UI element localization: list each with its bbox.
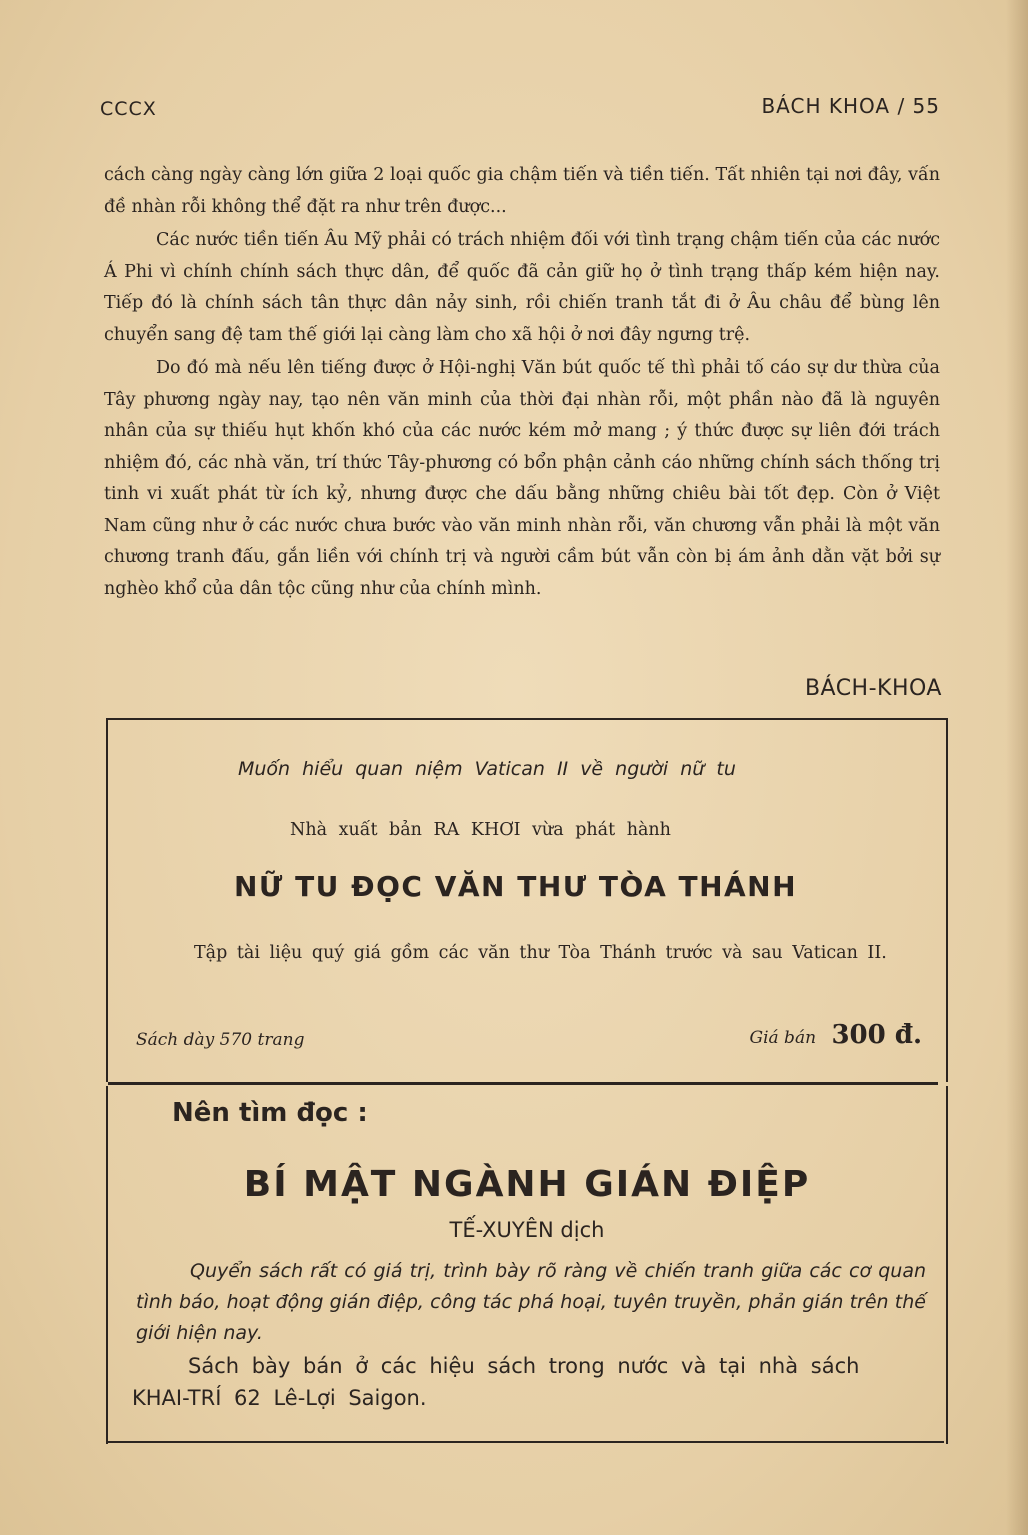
ad2-availability: Sách bày bán ở các hiệu sách trong nước và tại nhà sách KHAI-TRÍ 62 Lê-Lợi Saigon. (132, 1354, 860, 1410)
paragraph-1: cách càng ngày càng lớn giữa 2 loại quốc gia chậm tiến và tiền tiến. Tất nhiên tại nơi đây, vấn đề nhàn rỗi không thể đặt ra như trên được... (104, 165, 940, 217)
ad2-translator: TẾ-XUYÊN dịch (449, 1218, 605, 1242)
bottom-rule (108, 1441, 944, 1443)
advertisement-box-2 (106, 1086, 948, 1444)
ad1-price-label: Giá bán (749, 1028, 817, 1048)
ad1-tagline: Muốn hiểu quan niệm Vatican II về người nữ tu (238, 758, 736, 780)
advertisement-box-1 (106, 718, 948, 1082)
article-body (104, 160, 940, 605)
ad2-description: Quyển sách rất có giá trị, trình bày rõ ràng về chiến tranh giữa các cơ quan tình báo, hoạt động gián điệp, công tác phá hoại, tuyên truyền, phản gián trên thế giới hiện nay. (136, 1260, 926, 1344)
ad1-price (750, 1020, 923, 1050)
running-header: BÁCH KHOA / 55 (761, 94, 940, 118)
paragraph-3: Do đó mà nếu lên tiếng được ở Hội-nghị Văn bút quốc tế thì phải tố cáo sự dư thừa của Tây phương ngày nay, tạo nên văn minh của thời đại nhàn rỗi, một phần nào đã là nguyên nhân của sự thiếu hụt khốn khó của các nước kém mở mang ; ý thức được sự liên đới trách nhiệm đó, các nhà văn, trí thức Tây-phương có bổn phận cảnh cáo những chính sách thống trị tinh vi xuất phát từ ích kỷ, nhưng được che dấu bằng những chiêu bài tốt đẹp. Còn ở Việt Nam cũng như ở các nước chưa bước vào văn minh nhàn rỗi, văn chương vẫn phải là một văn chương tranh đấu, gắn liền với chính trị và người cầm bút vẫn còn bị ám ảnh dằn vặt bởi sự nghèo khổ của dân tộc cũng như của chính mình. (104, 358, 940, 599)
article-signature: BÁCH-KHOA (804, 676, 942, 701)
ad2-lead: Nên tìm đọc : (172, 1098, 368, 1128)
paragraph-2: Các nước tiền tiến Âu Mỹ phải có trách nhiệm đối với tình trạng chậm tiến của các nước Á Phi vì chính chính sách thực dân, để quốc đã cản giữ họ ở tình trạng thấp kém hiện nay. Tiếp đó là chính sách tân thực dân nảy sinh, rồi chiến tranh tắt đi ở Âu châu để bùng lên chuyển sang đệ tam thế giới lại càng làm cho xã hội ở nơi đây ngưng trệ. (104, 230, 940, 345)
ad2-book-title: BÍ MẬT NGÀNH GIÁN ĐIỆP (243, 1164, 811, 1205)
ad1-publisher: Nhà xuất bản RA KHƠI vừa phát hành (290, 820, 671, 840)
page-section-label: CCCX (100, 98, 157, 120)
ad1-page-count: Sách dày 570 trang (136, 1030, 305, 1050)
divider-rule (108, 1082, 938, 1085)
ad1-price-value: 300 đ. (831, 1020, 922, 1050)
page-edge-shadow (1006, 0, 1028, 1535)
ad1-book-title: NỮ TU ĐỌC VĂN THƯ TÒA THÁNH (234, 870, 798, 903)
ad1-description: Tập tài liệu quý giá gồm các văn thư Tòa Thánh trước và sau Vatican II. (194, 943, 887, 963)
